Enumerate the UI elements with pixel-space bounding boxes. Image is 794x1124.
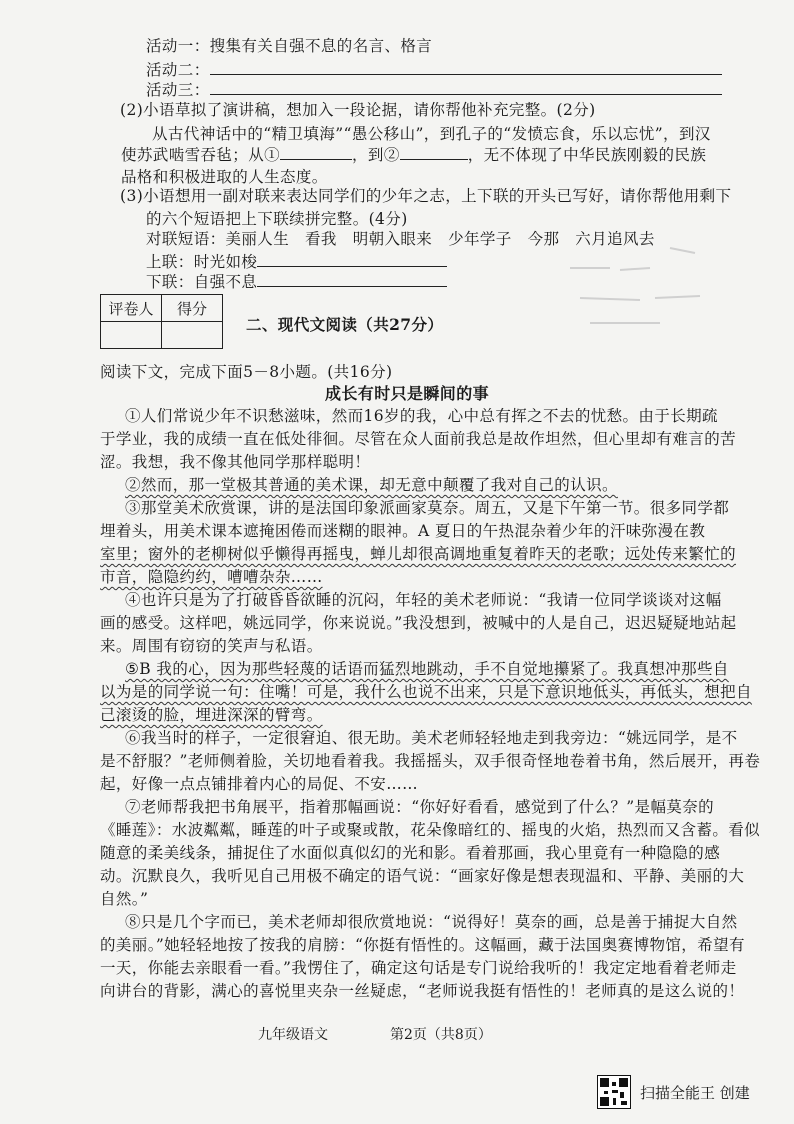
q2-line3: 品格和积极进取的人生态度。 xyxy=(121,168,328,186)
reading-intro: 阅读下文，完成下面5－8小题。(共16分) xyxy=(100,363,393,381)
grader-cell[interactable] xyxy=(101,322,162,349)
q2-prompt: (2)小语草拟了演讲稿，想加入一段论据，请你帮他补充完整。(2分) xyxy=(120,101,596,119)
activity-3-blank[interactable] xyxy=(210,80,722,95)
paragraph-8: 的美丽。”她轻轻地按了按我的肩膀：“你挺有悟性的。这幅画，藏于法国奥赛博物馆，希望有 xyxy=(100,936,745,954)
paragraph-7: 动。沉默良久，我听见自己用极不确定的语气说：“画家好像是想表现温和、平静、美丽的大 xyxy=(100,867,745,885)
paragraph-8: ⑧只是几个字而已，美术老师却很欣赏地说：“说得好！莫奈的画，总是善于捕捉大自然 xyxy=(125,913,738,931)
q2-blank-2[interactable] xyxy=(400,145,468,160)
paragraph-1: 于学业，我的成绩一直在低处徘徊。尽管在众人面前我总是故作坦然，但心里却有难言的苦 xyxy=(100,430,737,448)
paragraph-3: 市音，隐隐约约，嘈嘈杂杂…… xyxy=(100,568,323,586)
q3-lower: 下联：自强不息 xyxy=(146,272,447,292)
paragraph-6: 起，好像一点点铺排着内心的局促、不安…… xyxy=(100,775,419,793)
activity-3: 活动三： xyxy=(146,80,722,100)
paragraph-4: 画的感受。这样吧，姚远同学，你来说说。”我没想到，被喊中的人是自己，迟迟疑疑地站起 xyxy=(100,614,737,632)
article-title: 成长有时只是瞬间的事 xyxy=(325,384,490,403)
q2-line1: 从古代神话中的“精卫填海”“愚公移山”，到孔子的“发愤忘食，乐以忘忧”，到汉 xyxy=(152,125,711,143)
paragraph-8: 一天，你能去亲眼看一看。”我愣住了，确定这句话是专门说给我听的！我定定地看着老师走 xyxy=(100,959,737,977)
q3-phrases: 对联短语：美丽人生 看我 明朝入眼来 少年学子 今那 六月追风去 xyxy=(146,230,655,248)
footer-subject: 九年级语文 xyxy=(258,1027,328,1043)
paragraph-7: 《睡莲》：水波粼粼，睡莲的叶子或聚或散，花朵像暗红的、摇曳的火焰，热烈而又含蓄。看似 xyxy=(100,821,761,839)
paragraph-7: 随意的柔美线条，捕捉住了水面似真似幻的光和影。看着那画，我心里竟有一种隐隐的感 xyxy=(100,844,721,862)
score-label: 得分 xyxy=(162,295,223,322)
bleed-through-scribble xyxy=(560,228,710,348)
q2-blank-1[interactable] xyxy=(280,145,352,160)
q3-prompt-1: (3)小语想用一副对联来表达同学们的少年之志，上下联的开头已写好，请你帮他用剩下 xyxy=(120,187,732,205)
paragraph-3: 埋着头，用美术课本遮掩困倦而迷糊的眼神。A 夏日的午热混杂着少年的汗味弥漫在教 xyxy=(100,522,706,540)
paragraph-1: 涩。我想，我不像其他同学那样聪明！ xyxy=(100,453,371,471)
paragraph-6: 是不舒服？”老师侧着脸，关切地看着我。我摇摇头，双手很奇怪地卷着书角，然后展开，再卷 xyxy=(100,752,761,770)
footer-page-number: 第2页（共8页） xyxy=(390,1027,492,1043)
paragraph-3: ③那堂美术欣赏课，讲的是法国印象派画家莫奈。周五，又是下午第一节。很多同学都 xyxy=(125,499,730,517)
activity-1: 活动一：搜集有关自强不息的名言、格言 xyxy=(146,37,433,55)
bleed-through-text xyxy=(560,228,710,348)
activity-2-blank[interactable] xyxy=(210,60,722,75)
q3-upper: 上联：时光如梭 xyxy=(146,252,447,272)
scanner-watermark: 扫描全能王 创建 xyxy=(640,1084,750,1102)
q2-line2: 使苏武啮雪吞毡；从① ，到② ，无不体现了中华民族刚毅的民族 xyxy=(121,146,707,164)
q3-lower-blank[interactable] xyxy=(257,272,447,287)
score-cell[interactable] xyxy=(162,322,223,349)
section-heading: 二、现代文阅读（共27分） xyxy=(246,315,444,334)
q3-prompt-2: 的六个短语把上下联续拼完整。(4分) xyxy=(146,210,408,228)
paragraph-5: 以为是的同学说一句：住嘴！可是，我什么也说不出来，只是下意识地低头，再低头，想把自 xyxy=(100,683,752,701)
grader-label: 评卷人 xyxy=(101,295,162,322)
paragraph-2: ②然而，那一堂极其普通的美术课，却无意中颠覆了我对自己的认识。 xyxy=(125,476,618,494)
paragraph-3: 室里；窗外的老柳树似乎懒得再摇曳，蝉儿却很高调地重复着昨天的老歌；远处传来繁忙的 xyxy=(100,545,737,563)
paragraph-7: ⑦老师帮我把书角展平，指着那幅画说：“你好好看看，感觉到了什么？”是幅莫奈的 xyxy=(125,798,715,816)
score-box xyxy=(100,294,223,349)
paragraph-5: ⑤B 我的心，因为那些轻蔑的话语而猛烈地跳动，手不自觉地攥紧了。我真想冲那些自 xyxy=(125,660,729,678)
paragraph-8: 向讲台的背影，满心的喜悦里夹杂一丝疑虑，“老师说我挺有悟性的！老师真的是这么说的！ xyxy=(100,982,745,1000)
q3-upper-blank[interactable] xyxy=(257,252,447,267)
paragraph-1: ①人们常说少年不识愁滋味，然而16岁的我，心中总有挥之不去的忧愁。由于长期疏 xyxy=(125,407,718,425)
paragraph-4: ④也许只是为了打破昏昏欲睡的沉闷，年轻的美术老师说：“我请一位同学谈谈对这幅 xyxy=(125,591,722,609)
paragraph-7: 自然。” xyxy=(100,890,149,908)
qr-code-icon xyxy=(597,1075,631,1109)
paragraph-5: 己滚烫的脸，埋进深深的臂弯。 xyxy=(100,706,323,724)
paragraph-6: ⑥我当时的样子，一定很窘迫、很无助。美术老师轻轻地走到我旁边：“姚远同学，是不 xyxy=(125,729,738,747)
activity-2: 活动二： xyxy=(146,60,722,80)
paragraph-4: 来。周围有窃窃的笑声与私语。 xyxy=(100,637,323,655)
